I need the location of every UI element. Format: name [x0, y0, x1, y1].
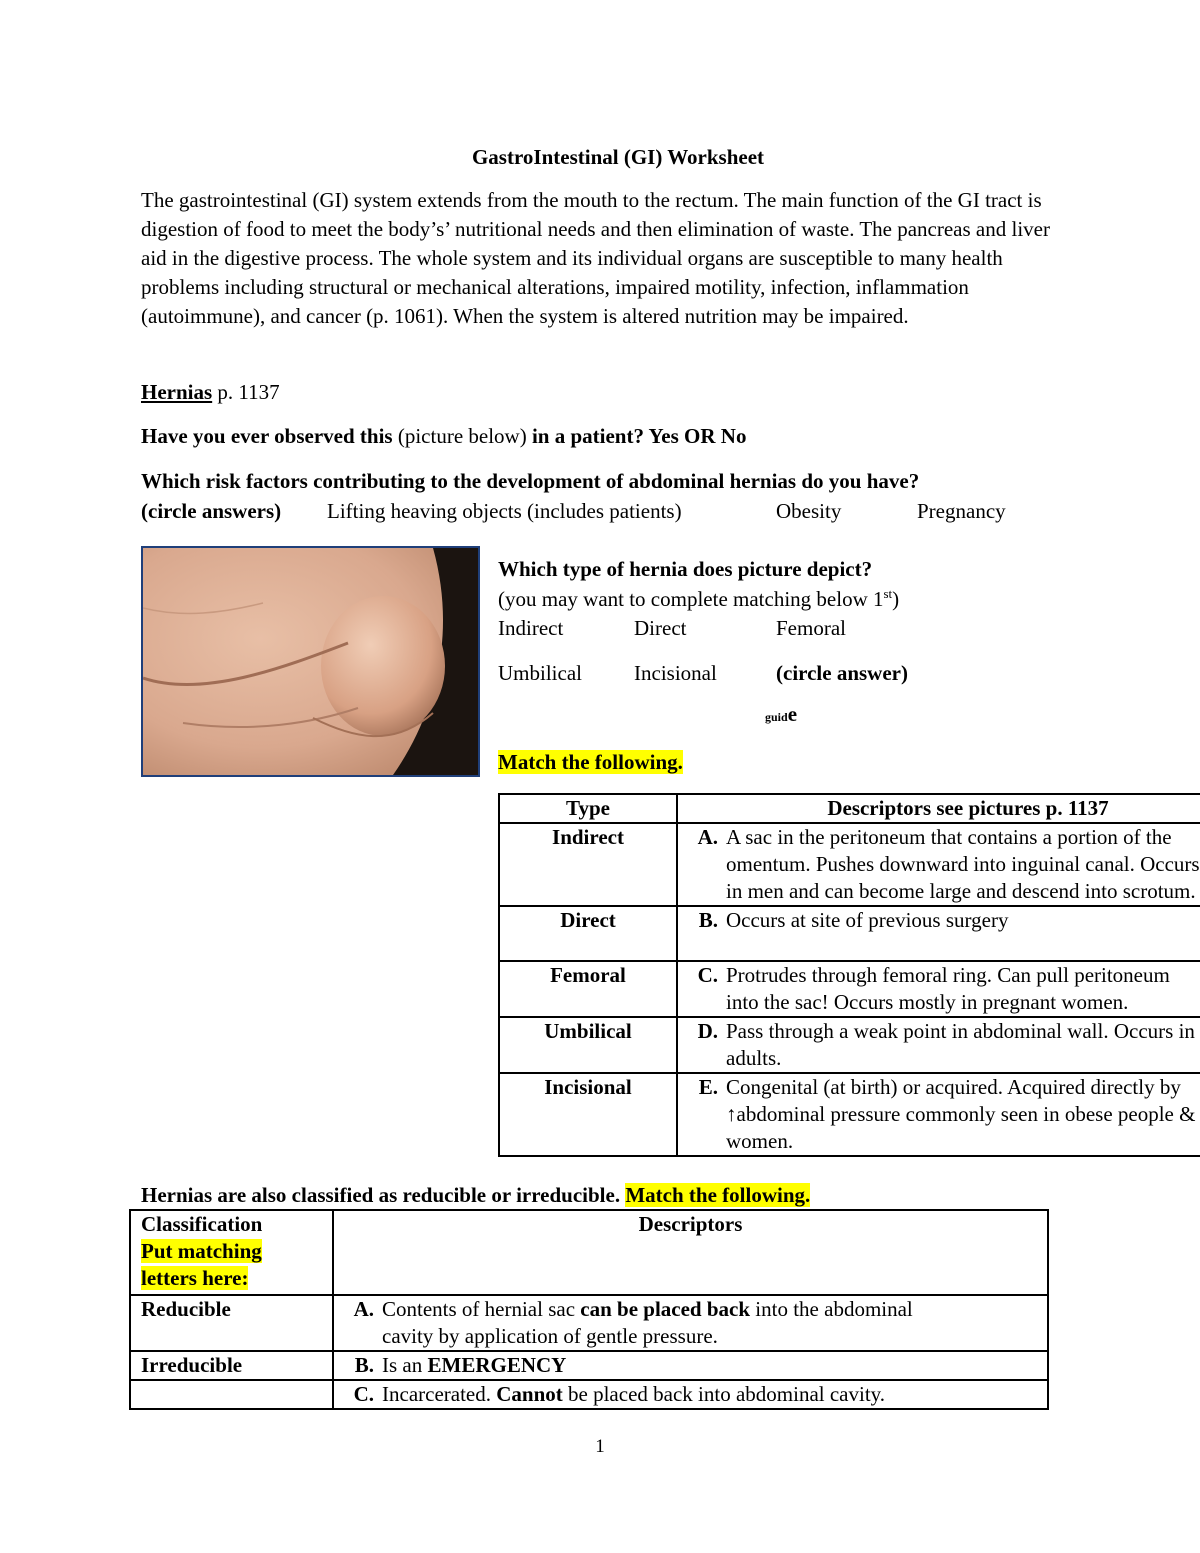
descriptor-part: Incarcerated.: [382, 1382, 497, 1406]
descriptor-letter: E.: [698, 1075, 718, 1099]
match-heading-1-text: Match the following.: [498, 750, 683, 774]
descriptor-line: ↑abdominal pressure commonly seen in obese people &: [726, 1102, 1196, 1126]
table-header-row: [130, 1210, 1048, 1295]
classification-header-line: letters here:: [141, 1266, 249, 1290]
descriptors-header-2: Descriptors: [333, 1210, 1048, 1295]
descriptor-part: can be placed back: [580, 1297, 751, 1321]
type-cell: Femoral: [499, 961, 677, 1017]
match-heading-2: Match the following.: [625, 1183, 811, 1207]
observed-question-c: in a patient? Yes OR No: [526, 424, 747, 448]
table-row: [130, 1351, 1048, 1380]
risk-circle-instruction: (circle answers): [141, 499, 282, 523]
descriptor-cell: [677, 823, 1200, 906]
stray-text: [765, 700, 797, 732]
type-cell: Direct: [499, 906, 677, 961]
descriptor-cell: [333, 1380, 1048, 1409]
classification-question: [141, 1181, 810, 1210]
type-cell: Indirect: [499, 823, 677, 906]
table-row: [499, 906, 1200, 961]
classification-header-line: Classification: [141, 1212, 263, 1236]
descriptor-cell: [677, 961, 1200, 1017]
descriptor-part: EMERGENCY: [427, 1353, 567, 1377]
descriptor-cell: [677, 1073, 1200, 1156]
hint-sup: st: [883, 586, 893, 601]
match-heading-1: [498, 748, 683, 777]
intro-paragraph: [141, 186, 1071, 331]
descriptor-line: A sac in the peritoneum that contains a portion of the: [726, 825, 1172, 849]
hint-end: ): [892, 587, 900, 611]
table-row: [130, 1380, 1048, 1409]
table-row: [499, 823, 1200, 906]
descriptors-header: Descriptors see pictures p. 1137: [677, 794, 1200, 823]
classification-table: [129, 1209, 1049, 1410]
hernias-label: Hernias: [141, 380, 213, 404]
descriptor-part: Contents of hernial sac: [382, 1297, 581, 1321]
table-row: [499, 1017, 1200, 1073]
descriptor-line: Congenital (at birth) or acquired. Acquired directly by: [726, 1075, 1181, 1099]
descriptor-cell: [677, 906, 1200, 961]
descriptor-letter: B.: [698, 908, 718, 932]
type-cell: Umbilical: [499, 1017, 677, 1073]
hernia-photo: [141, 546, 480, 777]
descriptor-letter: C.: [353, 1382, 374, 1406]
hernia-type-hint: [498, 585, 899, 614]
table-row: [499, 961, 1200, 1017]
descriptor-letter: C.: [697, 963, 718, 987]
descriptor-line: Pass through a weak point in abdominal wall. Occurs in: [726, 1019, 1195, 1043]
classification-header-line: Put matching: [141, 1239, 262, 1263]
classification-cell: Reducible: [130, 1295, 333, 1351]
type-header: Type: [499, 794, 677, 823]
type-option-direct: Direct: [634, 616, 687, 640]
descriptor-part: be placed back into abdominal cavity.: [562, 1382, 886, 1406]
hint-text: (you may want to complete matching below 1: [498, 587, 884, 611]
descriptor-cell: [333, 1351, 1048, 1380]
risk-option-pregnancy: Pregnancy: [917, 499, 1006, 523]
descriptor-part: Is an: [382, 1353, 428, 1377]
descriptor-part: Cannot: [496, 1382, 563, 1406]
type-cell: Incisional: [499, 1073, 677, 1156]
descriptor-line: women.: [726, 1129, 794, 1153]
descriptor-letter: A.: [697, 825, 718, 849]
descriptor-cell: [677, 1017, 1200, 1073]
descriptor-line: Protrudes through femoral ring. Can pull peritoneum: [726, 963, 1170, 987]
table-header-row: [499, 794, 1200, 823]
hernias-page: p. 1137: [212, 380, 280, 404]
descriptor-line: in men and can become large and descend into scrotum.: [726, 879, 1196, 903]
worksheet-title: GastroIntestinal (GI) Worksheet: [471, 145, 765, 169]
descriptor-line: Occurs at site of previous surgery: [726, 908, 1009, 932]
observed-question: [141, 422, 746, 451]
descriptor-letter: B.: [354, 1353, 374, 1377]
risk-option-obesity: Obesity: [776, 499, 842, 523]
type-option-femoral: Femoral: [776, 616, 846, 640]
stray-small: guid: [765, 710, 788, 724]
type-option-indirect: Indirect: [498, 616, 564, 640]
observed-question-a: Have you ever observed this: [141, 424, 398, 448]
hernia-type-question: Which type of hernia does picture depict?: [498, 557, 873, 581]
hernia-photo-image: [143, 548, 478, 775]
descriptor-part: into the abdominal: [750, 1297, 913, 1321]
descriptor-line: adults.: [726, 1046, 782, 1070]
descriptor-letter: A.: [353, 1297, 374, 1321]
descriptor-line: into the sac! Occurs mostly in pregnant women.: [726, 990, 1129, 1014]
descriptor-line: omentum. Pushes downward into inguinal canal. Occurs: [726, 852, 1200, 876]
descriptor-cell: [333, 1295, 1048, 1351]
stray-big: e: [787, 702, 798, 726]
descriptor-letter: D.: [697, 1019, 718, 1043]
hernia-type-table: [498, 793, 1200, 1157]
observed-question-b: (picture below): [397, 424, 527, 448]
classification-cell: Irreducible: [130, 1351, 333, 1380]
risk-question: Which risk factors contributing to the development of abdominal hernias do you have?: [141, 469, 920, 493]
classification-text: Hernias are also classified as reducible or irreducible.: [141, 1183, 621, 1207]
intro-text: The gastrointestinal (GI) system extends from the mouth to the rectum. The main function of the GI tract is digestion of food to meet the body’s’ nutritional needs and then elimination of waste. The pancreas and liver aid in the digestive process. The whole system and its individual organs are susceptible to many health problems including structural or mechanical alterations, impaired motility, infection, inflammation (autoimmune), and cancer (p. 1061). When the system is altered nutrition may be impaired.: [141, 188, 1050, 328]
classification-cell: [130, 1380, 333, 1409]
risk-option-lifting: Lifting heaving objects (includes patients): [327, 499, 682, 523]
hernias-heading: [141, 378, 280, 407]
table-row: [499, 1073, 1200, 1156]
descriptor-line: cavity by application of gentle pressure.: [382, 1324, 718, 1348]
type-option-incisional: Incisional: [634, 661, 717, 685]
type-circle-instruction: (circle answer): [776, 661, 908, 685]
page-number: 1: [595, 1436, 605, 1457]
classification-header: [130, 1210, 333, 1295]
risk-options: [141, 497, 281, 526]
type-option-umbilical: Umbilical: [498, 661, 582, 685]
table-row: [130, 1295, 1048, 1351]
